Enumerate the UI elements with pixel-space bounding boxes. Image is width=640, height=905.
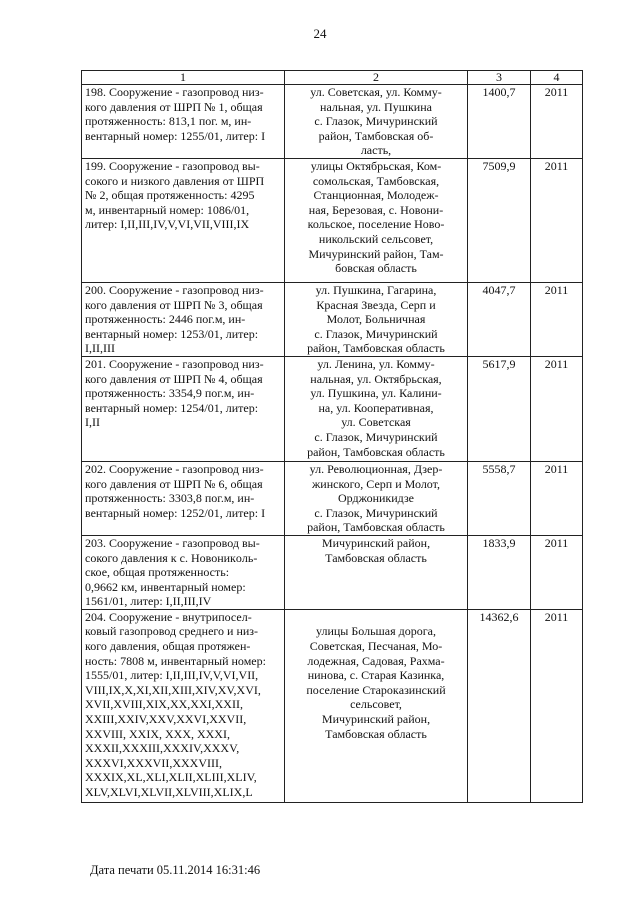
object-description-line: кого давления, общая протяжен- [85, 639, 251, 654]
table-row [82, 282, 583, 356]
object-address-line: ул. Ленина, ул. Комму- [317, 356, 435, 371]
object-year: 2011 [531, 609, 583, 802]
table-row [82, 609, 583, 802]
object-address-line: Красная Звезда, Серп и [316, 297, 436, 312]
object-description-line: № 2, общая протяженность: 4295 [85, 188, 255, 203]
property-table [81, 70, 583, 803]
object-address-line: Тамбовская область [325, 550, 427, 565]
object-description-line: XXXIX,XL,XLI,XLII,XLIII,XLIV, [85, 770, 257, 785]
object-description [82, 158, 285, 282]
object-description [82, 282, 285, 356]
object-address-line: ул. Революционная, Дзер- [309, 461, 443, 476]
table-row [82, 158, 583, 282]
object-address-line: поселение Старокaзинский [306, 682, 446, 697]
object-address-line: нальная, ул. Октябрьская, [310, 371, 442, 386]
object-description-line: литер: I,II,III,IV,V,VI,VII,VIII,IX [85, 217, 250, 232]
object-address-line: Орджоникидзе [337, 491, 415, 506]
print-date: Дата печати 05.11.2014 16:31:46 [90, 863, 261, 877]
object-address-line [288, 610, 464, 625]
object-address-line: нинова, с. Старая Казинка, [307, 668, 445, 683]
table-header-row [82, 71, 583, 85]
table-row [82, 356, 583, 461]
object-address-line: жинского, Серп и Молот, [311, 476, 440, 491]
object-value: 1833,9 [468, 535, 531, 609]
object-address-line: лодежная, Садовая, Рахма- [307, 653, 445, 668]
object-address-line: с. Глазок, Мичуринский [314, 429, 438, 444]
object-address-line: никольский сельсовет, [318, 231, 434, 246]
object-description-line: м, инвентарный номер: 1086/01, [85, 202, 250, 217]
object-address [285, 609, 468, 802]
object-description-line: кого давления от ШРП № 1, общая [85, 99, 263, 114]
object-address [285, 356, 468, 461]
object-address-line: Тамбовская область [325, 726, 427, 741]
object-address [285, 282, 468, 356]
object-description-line: 0,9662 км, инвентарный номер: [85, 579, 246, 594]
object-year: 2011 [531, 282, 583, 356]
object-description-line: вентарный номер: 1253/01, литер: [85, 326, 259, 341]
object-address-line: с. Глазок, Мичуринский [314, 505, 438, 520]
object-address-line: Молот, Больничная [326, 312, 426, 327]
object-address-line: ул. Советская, ул. Комму- [310, 85, 442, 99]
column-header-1: 1 [82, 71, 285, 85]
object-description-line: I,II [85, 415, 100, 430]
object-description-line: XXXII,XXXIII,XXXIV,XXXV, [85, 741, 240, 756]
object-description-line: XXXVI,XXXVII,XXXVIII, [85, 755, 222, 770]
object-description-line: вентарный номер: 1254/01, литер: [85, 400, 259, 415]
object-value: 7509,9 [468, 158, 531, 282]
object-description-line: 1555/01, литер: I,II,III,IV,V,VI,VII, [85, 668, 259, 683]
object-address-line: Станционная, Молодеж- [313, 188, 439, 203]
object-description-line: VIII,IX,X,XI,XII,XIII,XIV,XV,XVI, [85, 682, 261, 697]
object-description-line: ность: 7808 м, инвентарный номер: [85, 653, 266, 668]
column-header-4: 4 [531, 71, 583, 85]
object-description-line: 201. Сооружение - газопровод низ- [85, 356, 264, 371]
object-year: 2011 [531, 85, 583, 159]
object-value: 4047,7 [468, 282, 531, 356]
object-description-line: 200. Сооружение - газопровод низ- [85, 282, 264, 297]
object-description-line: 198. Сооружение - газопровод низ- [85, 85, 264, 99]
table-row [82, 535, 583, 609]
object-description-line: протяженность: 3303,8 пог.м, ин- [85, 491, 255, 506]
object-address-line: ул. Советская [341, 415, 411, 430]
object-description [82, 356, 285, 461]
object-description [82, 461, 285, 535]
object-description-line: XVII,XVIII,XIX,XX,XXI,XXII, [85, 697, 243, 712]
object-value: 5558,7 [468, 461, 531, 535]
object-address-line: улицы Октябрьская, Ком- [310, 158, 442, 173]
object-address-line: с. Глазок, Мичуринский [314, 114, 438, 129]
object-address-line: район, Тамбовская область [307, 520, 445, 535]
object-address [285, 535, 468, 609]
object-address-line: Мичуринский район, Там- [308, 246, 444, 261]
object-address-line: район, Тамбовская об- [318, 128, 434, 143]
column-header-2: 2 [285, 71, 468, 85]
object-description-line: 1561/01, литер: I,II,III,IV [85, 594, 212, 609]
object-description-line: 199. Сооружение - газопровод вы- [85, 158, 260, 173]
object-address-line: бовская область [335, 261, 417, 276]
object-description-line: кого давления от ШРП № 4, общая [85, 371, 263, 386]
object-address-line: ласть, [360, 143, 392, 158]
object-description-line: 203. Сооружение - газопровод вы- [85, 535, 260, 550]
object-value: 14362,6 [468, 609, 531, 802]
object-description-line: XLV,XLVI,XLVII,XLVIII,XLIX,L [85, 785, 253, 799]
object-address [285, 158, 468, 282]
object-address-line: сомольская, Тамбовская, [312, 173, 440, 188]
object-description-line: 204. Сооружение - внутрипосел- [85, 609, 252, 624]
object-year: 2011 [531, 461, 583, 535]
object-description-line: вентарный номер: 1252/01, литер: I [85, 505, 266, 520]
object-description-line: XXIII,XXIV,XXV,XXVI,XXVII, [85, 712, 247, 727]
object-year: 2011 [531, 535, 583, 609]
object-description [82, 85, 285, 159]
object-address [285, 85, 468, 159]
object-value: 5617,9 [468, 356, 531, 461]
object-address-line: ул. Пушкина, Гагарина, [315, 282, 437, 297]
page-number: 24 [313, 26, 327, 41]
object-address-line: с. Глазок, Мичуринский [314, 326, 438, 341]
object-address [285, 461, 468, 535]
object-address-line: нальная, ул. Пушкина [320, 99, 432, 114]
object-description-line: кого давления от ШРП № 3, общая [85, 297, 263, 312]
object-address-line: ная, Березовая, с. Новони- [308, 202, 444, 217]
object-address-line: ул. Пушкина, ул. Калини- [310, 386, 442, 401]
table-row [82, 461, 583, 535]
object-address-line: сельсовет, [350, 697, 402, 712]
object-address-line: Мичуринский район, [321, 712, 431, 727]
object-address-line: Советская, Песчаная, Мо- [309, 639, 443, 654]
object-address-line: на, ул. Кооперативная, [318, 400, 434, 415]
object-description-line: сокого давления к с. Новоникoль- [85, 550, 258, 565]
object-description-line: ковый газопровод среднего и низ- [85, 624, 259, 639]
object-year: 2011 [531, 158, 583, 282]
column-header-3: 3 [468, 71, 531, 85]
object-address-line: улицы Большая дорога, [316, 624, 436, 639]
object-description [82, 535, 285, 609]
object-description-line: XXVIII, XXIX, XXX, XXXI, [85, 726, 230, 741]
object-description-line: сокого и низкого давления от ШРП [85, 173, 265, 188]
object-address-line: кольское, поселение Ново- [307, 217, 445, 232]
object-description-line: вентарный номер: 1255/01, литер: I [85, 128, 266, 143]
table-row [82, 85, 583, 159]
object-value: 1400,7 [468, 85, 531, 159]
object-description-line: протяженность: 813,1 пог. м, ин- [85, 114, 252, 129]
object-description-line: I,II,III [85, 341, 115, 356]
object-address-line: район, Тамбовская область [307, 444, 445, 459]
object-description [82, 609, 285, 802]
object-description-line: кого давления от ШРП № 6, общая [85, 476, 263, 491]
object-description-line: протяженность: 2446 пог.м, ин- [85, 312, 246, 327]
object-description-line: протяженность: 3354,9 пог.м, ин- [85, 386, 255, 401]
object-description-line: ское, общая протяженность: [85, 565, 230, 580]
object-year: 2011 [531, 356, 583, 461]
object-address-line: район, Тамбовская область [307, 341, 445, 356]
object-address-line: Мичуринский район, [321, 535, 431, 550]
object-description-line: 202. Сооружение - газопровод низ- [85, 461, 264, 476]
